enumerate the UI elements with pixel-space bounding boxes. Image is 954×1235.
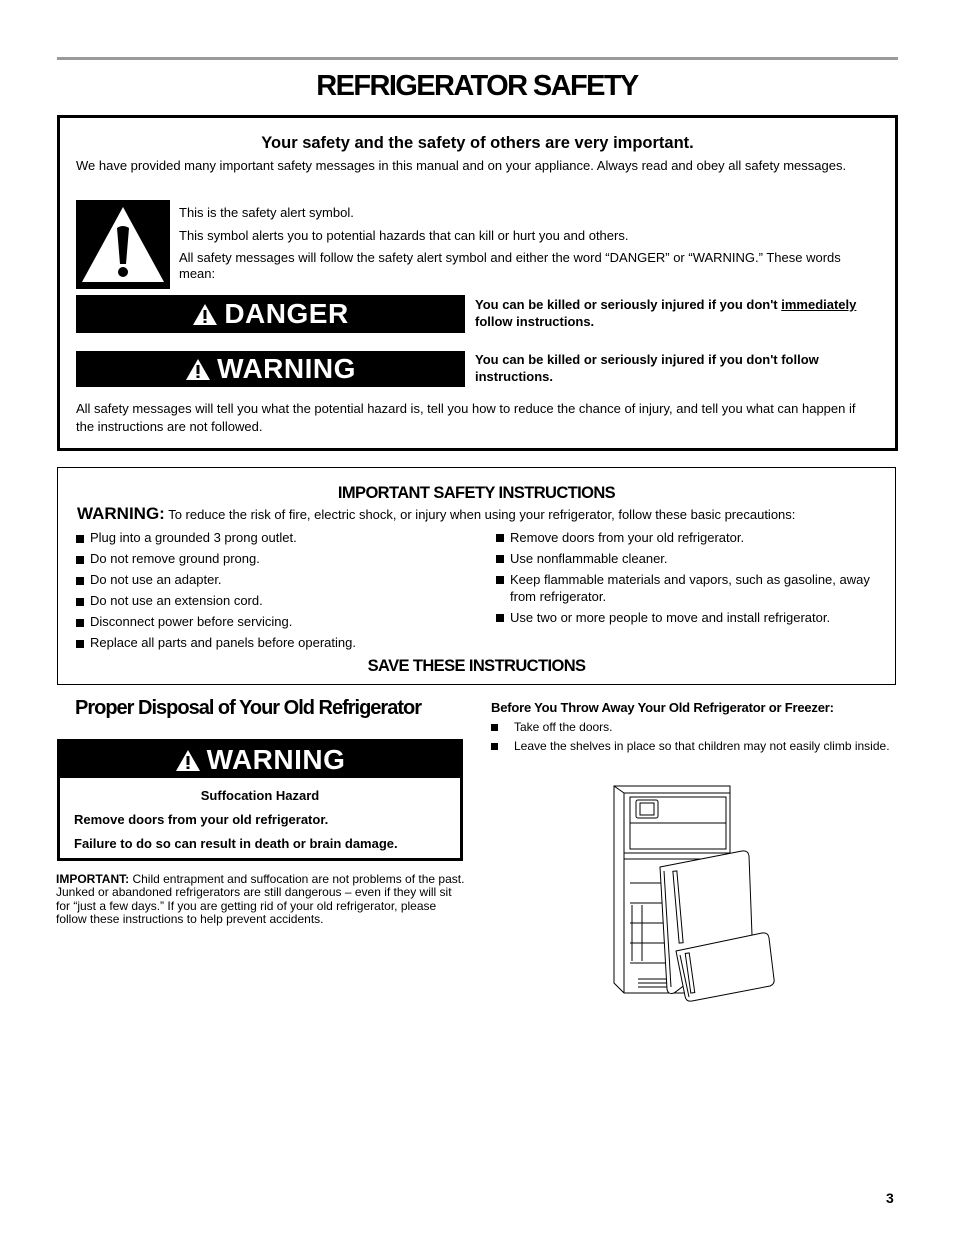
list-item: Do not use an extension cord. xyxy=(76,593,476,614)
important-paragraph: IMPORTANT: Child entrapment and suffocation are not problems of the past. Junked or abandoned refrigerators are still dangerous – even if they will sit for “just a few days.” If you are getting rid of your old refrigerator, please follow these instructions to help prevent accidents. xyxy=(56,872,465,926)
precautions-list-right xyxy=(496,529,881,630)
warning-banner xyxy=(76,351,465,387)
disposal-title: Proper Disposal of Your Old Refrigerator xyxy=(75,697,421,719)
instructions-warning: WARNING: To reduce the risk of fire, electric shock, or injury when using your refrigerator, follow these basic precautions: xyxy=(77,504,796,523)
symbol-line-1: This is the safety alert symbol. xyxy=(179,205,354,220)
danger-description: You can be killed or seriously injured if you don't immediately follow instructions. xyxy=(475,297,857,329)
alert-triangle-icon xyxy=(185,358,211,381)
list-item: Use two or more people to move and install refrigerator. xyxy=(496,609,881,626)
list-item: Replace all parts and panels before operating. xyxy=(76,635,476,656)
precautions-list-left xyxy=(76,530,476,656)
list-item: Plug into a grounded 3 prong outlet. xyxy=(76,530,476,551)
list-item: Take off the doors. xyxy=(491,720,896,734)
safety-heading: Your safety and the safety of others are very important. xyxy=(261,134,694,152)
instructions-title: IMPORTANT SAFETY INSTRUCTIONS xyxy=(337,484,616,502)
danger-label: DANGER xyxy=(224,298,349,329)
before-throw-title: Before You Throw Away Your Old Refrigerator or Freezer: xyxy=(491,700,834,715)
before-throw-list xyxy=(491,720,896,758)
list-item: Do not remove ground prong. xyxy=(76,551,476,572)
list-item: Do not use an adapter. xyxy=(76,572,476,593)
hazard-consequence: Failure to do so can result in death or brain damage. xyxy=(74,836,398,851)
symbol-line-2: This symbol alerts you to potential hazards that can kill or hurt you and others. xyxy=(179,228,629,243)
list-item: Leave the shelves in place so that children may not easily climb inside. xyxy=(491,739,896,753)
safety-intro: We have provided many important safety messages in this manual and on your appliance. Always read and obey all safety messages. xyxy=(76,158,847,173)
warning-banner xyxy=(60,742,460,778)
refrigerator-doors-removed-illustration xyxy=(610,783,778,1005)
suffocation-warning-panel xyxy=(57,739,463,861)
list-item: Keep flammable materials and vapors, such as gasoline, away from refrigerator. xyxy=(496,571,881,605)
list-item: Use nonflammable cleaner. xyxy=(496,550,881,567)
important-instructions-box xyxy=(57,467,896,685)
list-item: Disconnect power before servicing. xyxy=(76,614,476,635)
safety-box xyxy=(57,115,898,451)
list-item: Remove doors from your old refrigerator. xyxy=(496,529,881,546)
hazard-title: Suffocation Hazard xyxy=(200,788,320,803)
save-instructions: SAVE THESE INSTRUCTIONS xyxy=(367,657,586,675)
warning-label: WARNING xyxy=(206,744,346,775)
alert-triangle-icon xyxy=(175,749,201,772)
page-number: 3 xyxy=(886,1190,894,1206)
safety-alert-triangle-icon xyxy=(76,200,170,289)
page-title: REFRIGERATOR SAFETY xyxy=(316,70,638,102)
warning-label: WARNING xyxy=(217,353,356,384)
danger-banner xyxy=(76,295,465,333)
safety-footer: All safety messages will tell you what the potential hazard is, tell you how to reduce the chance of injury, and tell you what can happen if the instructions are not followed. xyxy=(76,401,856,434)
top-rule xyxy=(57,57,898,60)
alert-triangle-icon xyxy=(192,303,218,326)
hazard-instruction: Remove doors from your old refrigerator. xyxy=(74,812,329,827)
symbol-line-3: All safety messages will follow the safety alert symbol and either the word “DANGER” or “WARNING.” These words mean: xyxy=(179,250,841,281)
warning-description: You can be killed or seriously injured if you don't follow instructions. xyxy=(475,352,819,384)
